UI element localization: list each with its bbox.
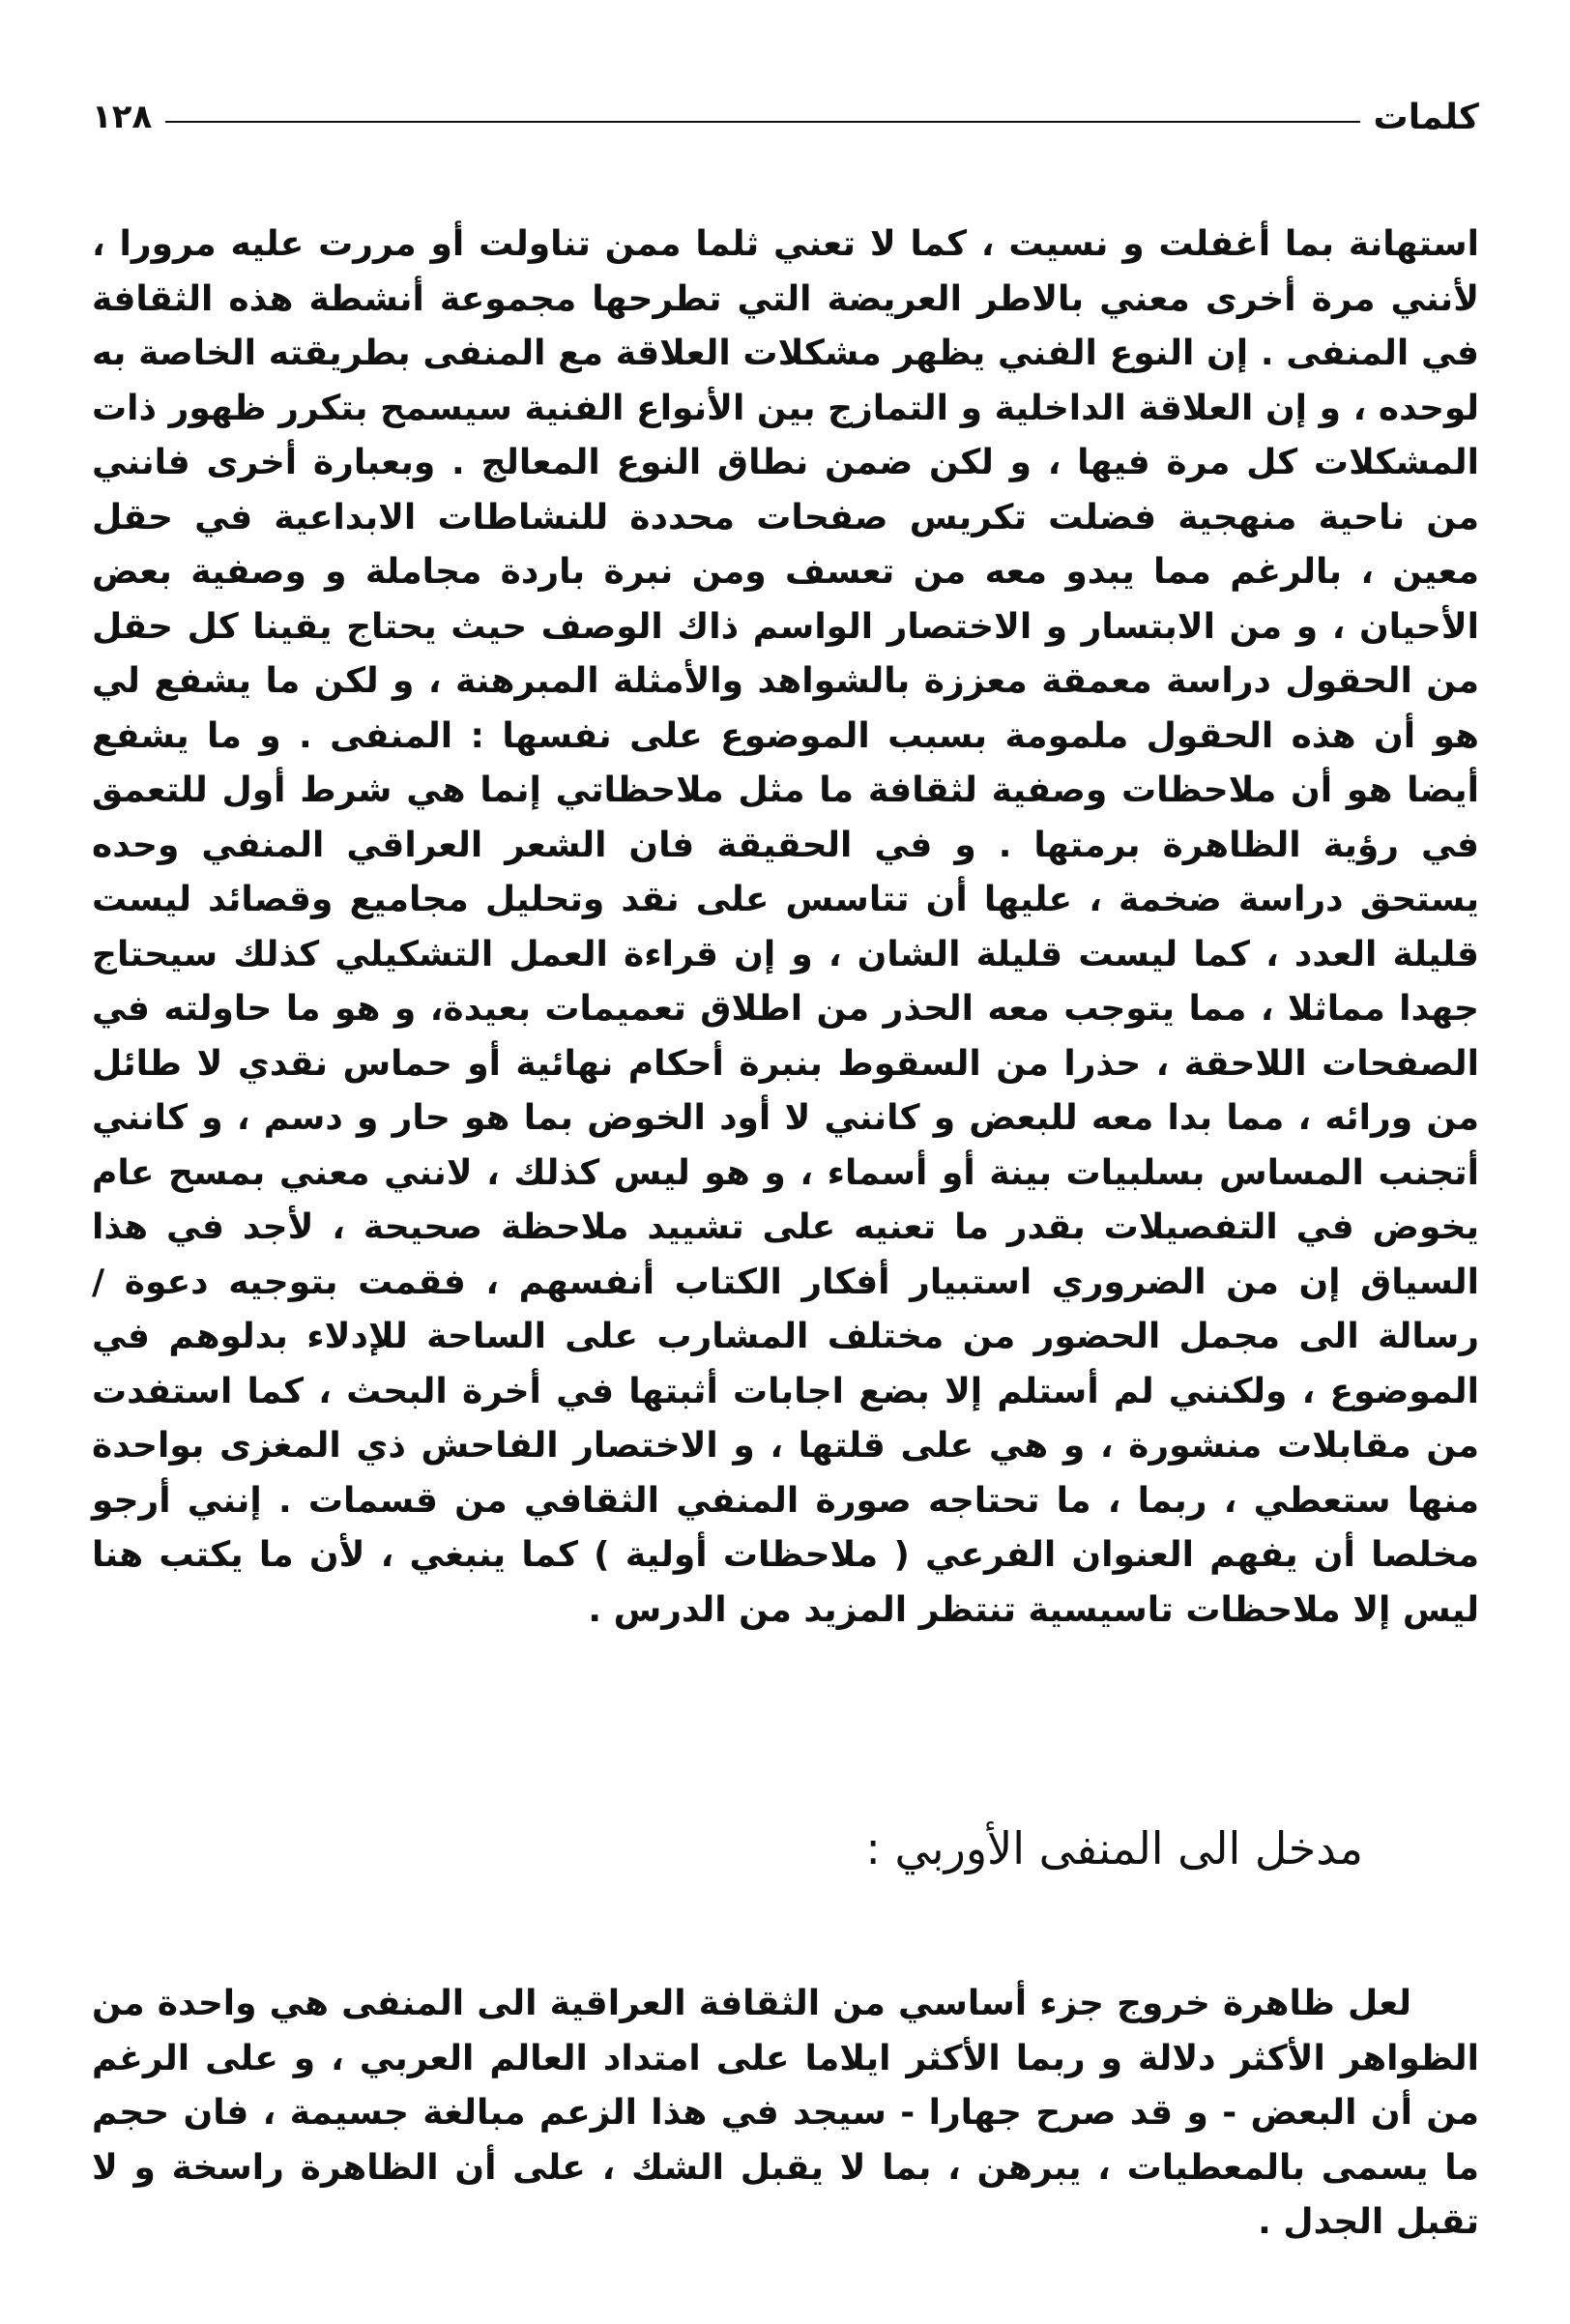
section-paragraph: لعل ظاهرة خروج جزء أساسي من الثقافة العراقية الى المنفى هي واحدة من الظواهر الأكثر دلالة و ربما الأكثر ايلاما على امتداد العالم العربي ، و على الرغم من أن البعض - و قد صرح جهارا - سيجد في هذا الزعم مبالغة جسيمة ، فان حجم ما يسمى بالمعطيات ، يبرهن ، بما لا يقبل الشك ، على أن الظاهرة راسخة و لا تقبل الجدل . [92, 1984, 1479, 2242]
header-rule [165, 121, 1359, 123]
body-paragraph: استهانة بما أغفلت و نسيت ، كما لا تعني ثلما ممن تناولت أو مررت عليه مرورا ، لأنني مرة أخرى معني بالاطر العريضة التي تطرحها مجموعة أنشطة هذه الثقافة في المنفى . إن النوع الفني يظهر مشكلات العلاقة مع المنفى بطريقته الخاصة به لوحده ، و إن العلاقة الداخلية و التمازج بين الأنواع الفنية سيسمح بتكرر ظهور ذات المشكلات كل مرة فيها ، و لكن ضمن نطاق النوع المعالج . وبعبارة أخرى فانني من ناحية منهجية فضلت تكريس صفحات محددة للنشاطات الابداعية في حقل معين ، بالرغم مما يبدو معه من تعسف ومن نبرة باردة مجاملة و وصفية بعض الأحيان ، و من الابتسار و الاختصار الواسم ذاك الوصف حيث يحتاج يقينا كل حقل من الحقول دراسة معمقة معززة بالشواهد والأمثلة المبرهنة ، و لكن ما يشفع لي هو أن هذه الحقول ملمومة بسبب الموضوع على نفسها : المنفى . و ما يشفع أيضا هو أن ملاحظات وصفية لثقافة ما مثل ملاحظاتي إنما هي شرط أول للتعمق في رؤية الظاهرة برمتها . و في الحقيقة فان الشعر العراقي المنفي وحده يستحق دراسة ضخمة ، عليها أن تتاسس على نقد وتحليل مجاميع وقصائد ليست قليلة العدد ، كما ليست قليلة الشان ، و إن قراءة العمل التشكيلي كذلك سيحتاج جهدا مماثلا ، مما يتوجب معه الحذر من اطلاق تعميمات بعيدة، و هو ما حاولته في الصفحات اللاحقة ، حذرا من السقوط بنبرة أحكام نهائية أو حماس نقدي لا طائل من ورائه ، مما بدا معه للبعض و كانني لا أود الخوض بما هو حار و دسم ، و كانني أتجنب المساس بسلبيات بينة أو أسماء ، و هو ليس كذلك ، لانني معني بمسح عام يخوض في التفصيلات بقدر ما تعنيه على تشييد ملاحظة صحيحة ، لأجد في هذا السياق إن من الضروري استبيار أفكار الكتاب أنفسهم ، فقمت بتوجيه دعوة / رسالة الى مجمل الحضور من مختلف المشارب على الساحة للإدلاء بدلوهم في الموضوع ، ولكنني لم أستلم إلا بضع اجابات أثبتها في أخرة البحث ، كما استفدت من مقابلات منشورة ، و هي على قلتها ، و الاختصار الفاحش ذي المغزى بواحدة منها ستعطي ، ربما ، ما تحتاجه صورة المنفي الثقافي من قسمات . إنني أرجو مخلصا أن يفهم العنوان الفرعي ( ملاحظات أولية ) كما ينبغي ، لأن ما يكتب هنا ليس إلا ملاحظات تاسيسية تنتظر المزيد من الدرس . [92, 224, 1479, 1630]
section-heading-text: مدخل الى المنفى الأوربي : [865, 1822, 1363, 1874]
page-number: ١٢٨ [92, 98, 153, 136]
section-heading [92, 1822, 1479, 1874]
page-header [92, 93, 1479, 141]
running-title: كلمات [1373, 97, 1479, 137]
